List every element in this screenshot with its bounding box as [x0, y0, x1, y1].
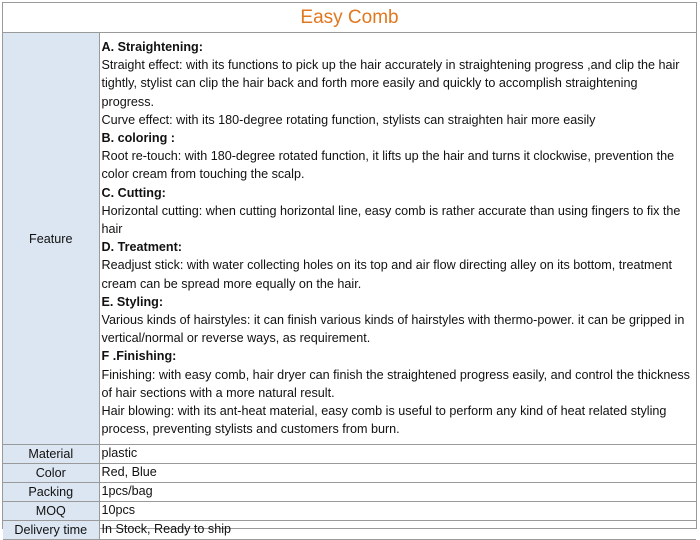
feature-heading-coloring: B. coloring :: [101, 131, 175, 146]
feature-text-horizontal-cutting: Horizontal cutting: when cutting horizontal line, easy comb is rather accurate than using fingers to fix the hair: [101, 203, 681, 237]
feature-heading-treatment: D. Treatment:: [101, 240, 182, 255]
feature-text-hair-blowing: Hair blowing: with its ant-heat material, easy comb is useful to perform any kind of heat related styling process, preventing stylists and customers from burn.: [101, 404, 667, 437]
feature-row: [3, 33, 696, 445]
color-row: [3, 464, 696, 483]
material-label: Material: [3, 445, 99, 464]
material-row: [3, 445, 696, 464]
feature-text-finishing: Finishing: with easy comb, hair dryer can finish the straightened progress easily, and control the thickness of hair sections with a more natural result.: [101, 367, 690, 400]
spec-table: [3, 33, 696, 540]
color-value: Red, Blue: [99, 464, 696, 483]
feature-heading-finishing: F .Finishing:: [101, 349, 177, 364]
color-label: Color: [3, 464, 99, 483]
feature-label: Feature: [3, 33, 99, 445]
feature-heading-styling: E. Styling:: [101, 294, 164, 309]
moq-label: MOQ: [3, 502, 99, 521]
delivery-time-value: In Stock, Ready to ship: [99, 521, 696, 540]
feature-text-hairstyles: Various kinds of hairstyles: it can finish various kinds of hairstyles with thermo-power. it can be gripped in vertical/normal or reverse ways, as requirement.: [101, 313, 685, 346]
material-value: plastic: [99, 445, 696, 464]
feature-heading-straightening: A. Straightening:: [101, 40, 203, 54]
packing-label: Packing: [3, 483, 99, 502]
feature-text-straight-effect: Straight effect: with its functions to pick up the hair accurately in straightening progress ,and clip the hair tightly, stylist can clip the hair back and forth more easily and quickly to accomplish straightening progress.: [101, 58, 680, 109]
delivery-time-row: [3, 521, 696, 540]
moq-row: [3, 502, 696, 521]
feature-text-root-retouch: Root re-touch: with 180-degree rotated function, it lifts up the hair and turns it clockwise, prevention the color cream from touching the scalp.: [101, 149, 675, 182]
feature-text-curve-effect: Curve effect: with its 180-degree rotating function, stylists can straighten hair more easily: [101, 112, 596, 127]
delivery-time-label: Delivery time: [3, 521, 99, 540]
feature-text-readjust-stick: Readjust stick: with water collecting holes on its top and air flow directing alley on its bottom, treatment cream can be spread more equally on the hair.: [101, 258, 672, 291]
spec-sheet: [2, 2, 697, 537]
feature-description: [99, 33, 696, 445]
page-title: Easy Comb: [3, 3, 696, 33]
feature-heading-cutting: C. Cutting:: [101, 185, 166, 200]
packing-value: 1pcs/bag: [99, 483, 696, 502]
moq-value: 10pcs: [99, 502, 696, 521]
packing-row: [3, 483, 696, 502]
